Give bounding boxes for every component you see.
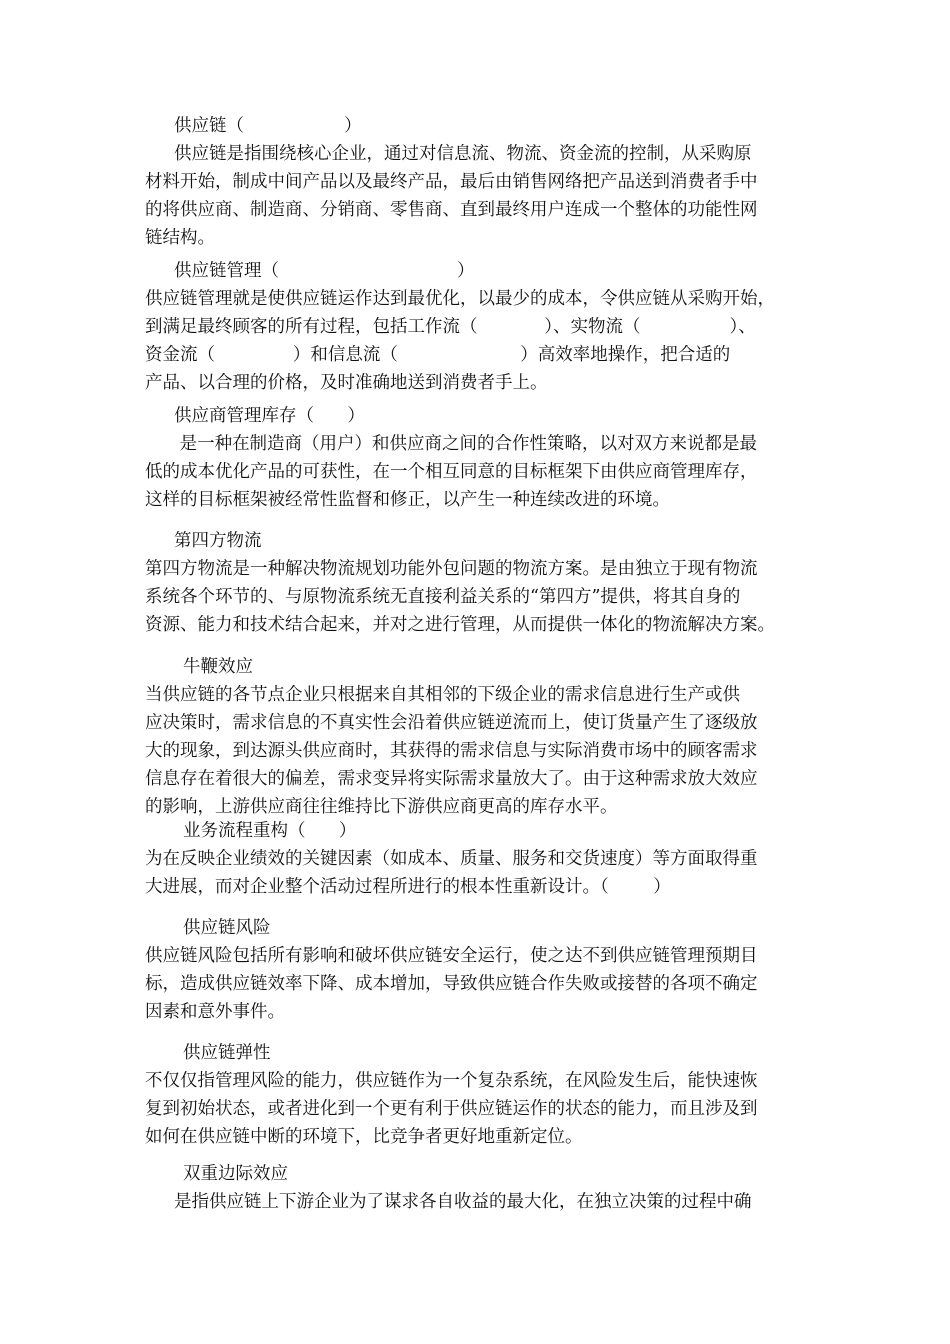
body-line: 大进展，而对企业整个活动过程所进行的根本性重新设计。（ ） [145,877,671,897]
body-line: 是一种在制造商（用户）和供应商之间的合作性策略，以对双方来说都是最 [174,434,758,454]
body-line: 系统各个环节的、与原物流系统无直接利益关系的“第四方”提供，将其自身的 [145,587,741,607]
body-line: 应决策时，需求信息的不真实性会沿着供应链逆流而上，使订货量产生了逐级放 [145,713,758,733]
body-line: 链结构。 [145,228,215,248]
body-line: 资金流（ ）和信息流（ ）高效率地操作，把合适的 [145,345,731,365]
section-title: 供应链风险 [183,918,271,938]
body-line: 因素和意外事件。 [145,1002,285,1022]
body-line: 材料开始，制成中间产品以及最终产品，最后由销售网络把产品送到消费者手中 [145,172,758,192]
body-line: 供应链是指围绕核心企业，通过对信息流、物流、资金流的控制，从采购原 [174,144,752,164]
body-line: 的将供应商、制造商、分销商、零售商、直到最终用户连成一个整体的功能性网 [145,200,758,220]
body-line: 的影响，上游供应商往往维持比下游供应商更高的库存水平。 [145,797,618,817]
section-title: 第四方物流 [174,531,262,551]
body-line: 这样的目标框架被经常性监督和修正，以产生一种连续改进的环境。 [145,490,670,510]
section-title: 双重边际效应 [183,1164,288,1184]
section-title: 供应链（ ） [174,116,362,136]
body-line: 为在反映企业绩效的关键因素（如成本、质量、服务和交货速度）等方面取得重 [145,849,758,869]
body-line: 复到初始状态，或者进化到一个更有利于供应链运作的状态的能力，而且涉及到 [145,1099,758,1119]
body-line: 供应链风险包括所有影响和破坏供应链安全运行，使之达不到供应链管理预期目 [145,946,758,966]
body-line: 产品、以合理的价格，及时准确地送到消费者手上。 [145,373,548,393]
body-line: 资源、能力和技术结合起来，并对之进行管理，从而提供一体化的物流解决方案。 [145,615,775,635]
section-title: 供应商管理库存（ ） [174,406,365,426]
body-line: 标，造成供应链效率下降、成本增加，导致供应链合作失败或接替的各项不确定 [145,974,758,994]
body-line: 信息存在着很大的偏差，需求变异将实际需求量放大了。由于这种需求放大效应 [145,769,758,789]
body-line: 如何在供应链中断的环境下，比竞争者更好地重新定位。 [145,1127,583,1147]
section-title: 供应链弹性 [183,1043,271,1063]
section-title: 业务流程重构（ ） [183,821,357,841]
section-title: 供应链管理（ ） [174,261,475,281]
body-line: 大的现象，到达源头供应商时，其获得的需求信息与实际消费市场中的顾客需求 [145,741,758,761]
body-line: 不仅仅指管理风险的能力，供应链作为一个复杂系统，在风险发生后，能快速恢 [145,1071,758,1091]
body-line: 低的成本优化产品的可获性，在一个相互同意的目标框架下由供应商管理库存， [145,462,758,482]
body-line: 第四方物流是一种解决物流规划功能外包问题的物流方案。是由独立于现有物流 [145,559,758,579]
section-title: 牛鞭效应 [183,657,253,677]
body-line: 当供应链的各节点企业只根据来自其相邻的下级企业的需求信息进行生产或供 [145,685,740,705]
body-line: 供应链管理就是使供应链运作达到最优化，以最少的成本，令供应链从采购开始， [145,289,775,309]
body-line: 到满足最终顾客的所有过程，包括工作流（ ）、实物流（ ）、 [145,317,756,337]
body-line: 是指供应链上下游企业为了谋求各自收益的最大化，在独立决策的过程中确 [174,1192,752,1212]
